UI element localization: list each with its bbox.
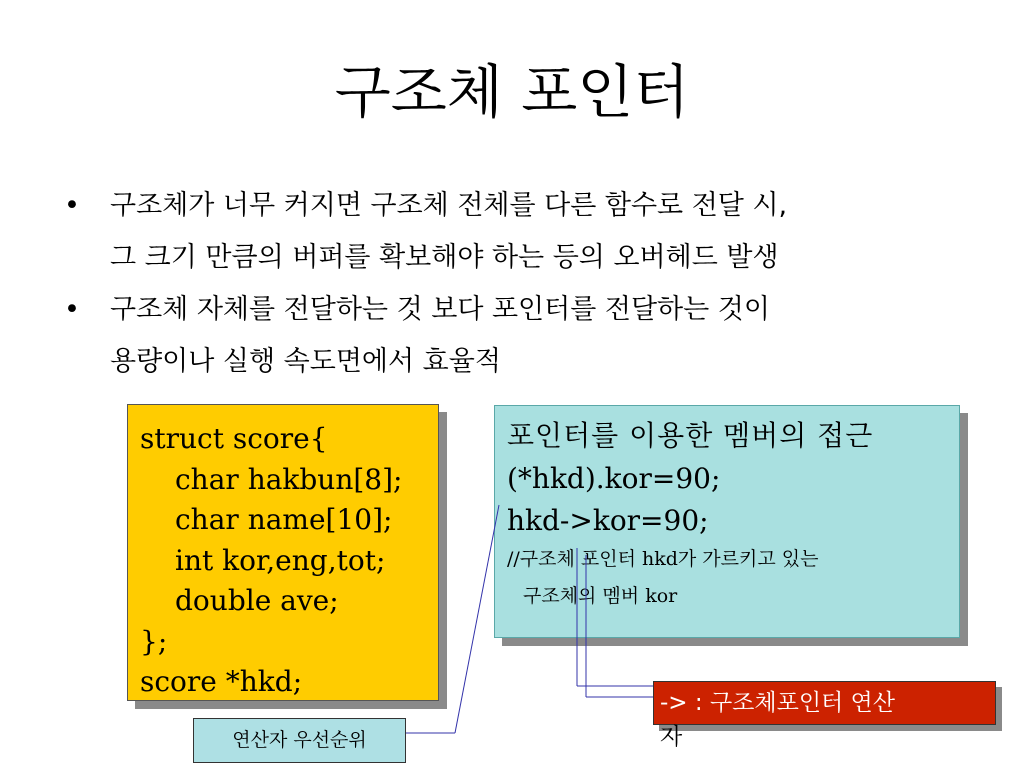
info-code-line: hkd->kor=90; — [507, 504, 709, 537]
slide-title: 구조체 포인터 — [334, 58, 690, 126]
precedence-label: 연산자 우선순위 — [193, 718, 406, 763]
bullet-line: 용량이나 실행 속도면에서 효율적 — [110, 346, 501, 377]
info-heading: 포인터를 이용한 멤버의 접근 — [507, 419, 874, 452]
operator-note — [660, 686, 980, 754]
bullet-line: 구조체가 너무 커지면 구조체 전체를 다른 함수로 전달 시, — [110, 190, 788, 221]
bullet-marker: • — [64, 294, 80, 325]
info-code-line: (*hkd).kor=90; — [507, 462, 721, 495]
info-comment: //구조체 포인터 hkd가 가르키고 있는 — [507, 548, 819, 570]
bullet-line: 구조체 자체를 전달하는 것 보다 포인터를 전달하는 것이 — [110, 294, 770, 325]
code-line: score *hkd; — [140, 665, 303, 698]
info-comment: 구조체의 멤버 kor — [523, 585, 678, 607]
code-line: struct score{ — [140, 422, 328, 455]
bullet-marker: • — [64, 190, 80, 221]
code-line: int kor,eng,tot; — [175, 543, 386, 577]
operator-note-overflow: 자 — [660, 724, 683, 750]
code-line: }; — [140, 624, 168, 658]
code-line: char hakbun[8]; — [175, 462, 403, 496]
operator-note-text: -> : 구조체포인터 연산 — [660, 690, 895, 716]
code-line: char name[10]; — [175, 503, 393, 536]
code-line: double ave; — [175, 584, 339, 617]
connector-line — [455, 505, 499, 733]
bullet-line: 그 크기 만큼의 버퍼를 확보해야 하는 등의 오버헤드 발생 — [110, 242, 779, 273]
